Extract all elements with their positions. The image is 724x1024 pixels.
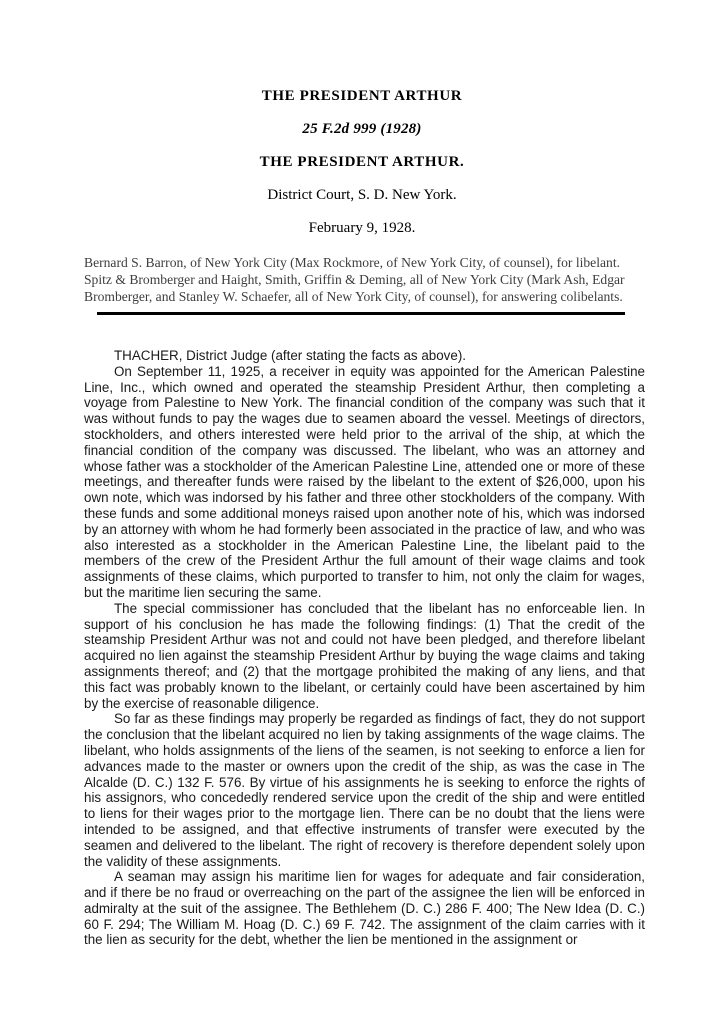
case-title: THE PRESIDENT ARTHUR <box>261 88 463 104</box>
opinion-paragraph-findings-analysis: So far as these findings may properly be regarded as findings of fact, they do not support the conclusion that the libelant acquired no lien by taking assignments of the wage claims. The libelant, who holds assignments of the liens of the seamen, is not seeking to enforce a lien for advances made to the master or owners upon the credit of the ship, as was the case in The Alcalde (D. C.) 132 F. 576. By virtue of his assignments he is seeking to enforce the rights of his assignors, who concededly rendered service upon the credit of the ship and were entitled to liens for their wages prior to the mortgage lien. There can be no doubt that the liens were intended to be assigned, and that effective instruments of transfer were executed by the seamen and delivered to the libelant. The right of recovery is therefore dependent solely upon the validity of these assignments. <box>84 711 645 869</box>
opinion-paragraph-commissioner-findings: The special commissioner has concluded that the libelant has no enforceable lien. In support of his conclusion he has made the following findings: (1) That the credit of the steamship President Arthur was not and could not have been pledged, and therefore libelant acquired no lien against the steamship President Arthur by buying the wage claims and taking assignments thereof; and (2) that the mortgage prohibited the making of any liens, and that this fact was probably known to the libelant, or certainly could have been ascertained by him by the exercise of reasonable diligence. <box>84 600 645 711</box>
opinion-paragraph-judge-line: THACHER, District Judge (after stating the facts as above). <box>114 348 467 363</box>
opinion-paragraph-assignment-law: A seaman may assign his maritime lien for wages for adequate and fair consideration, and if there be no fraud or overreaching on the part of the assignee the lien will be enforced in admiralty at the suit of the assignee. The Bethlehem (D. C.) 286 F. 400; The New Idea (D. C.) 60 F. 294; The William M. Hoag (D. C.) 69 F. 742. The assignment of the claim carries with it the lien as security for the debt, whether the lien be mentioned in the assignment or <box>84 869 645 948</box>
case-name-heading: THE PRESIDENT ARTHUR. <box>259 154 465 170</box>
court-line: District Court, S. D. New York. <box>267 187 457 203</box>
case-citation: 25 F.2d 999 (1928) <box>302 121 422 137</box>
case-header <box>0 0 724 236</box>
counsel-paragraph: Bernard S. Barron, of New York City (Max Rockmore, of New York City, of counsel), for libelant. Spitz & Bromberger and Haight, Smith, Griffin & Deming, all of New York City (Mark Ash, Edgar Bromberger, and Stanley W. Schaefer, all of New York City, of counsel), for answering colibelants. <box>84 255 625 304</box>
date-line: February 9, 1928. <box>308 220 416 236</box>
opinion-paragraph-facts: On September 11, 1925, a receiver in equity was appointed for the American Palestine Line, Inc., which owned and operated the steamship President Arthur, then completing a voyage from Palestine to New York. The financial condition of the company was such that it was without funds to pay the wages due to seamen aboard the vessel. Meetings of directors, stockholders, and others interested were held prior to the arrival of the ship, at which the financial condition of the company was discussed. The libelant, who was an attorney and whose father was a stockholder of the American Palestine Line, attended one or more of these meetings, and thereafter funds were raised by the libelant to the extent of $26,000, upon his own note, which was indorsed by his father and three other stockholders of the company. With these funds and some additional moneys raised upon another note of his, which was indorsed by an attorney with whom he had formerly been associated in the practice of law, and who was also interested as a stockholder in the American Palestine Line, the libelant paid to the members of the crew of the President Arthur the full amount of their wage claims and took assignments of these claims, which purported to transfer to him, not only the claim for wages, but the maritime lien securing the same. <box>84 363 645 600</box>
opinion-body <box>84 348 645 948</box>
section-divider <box>97 312 625 315</box>
